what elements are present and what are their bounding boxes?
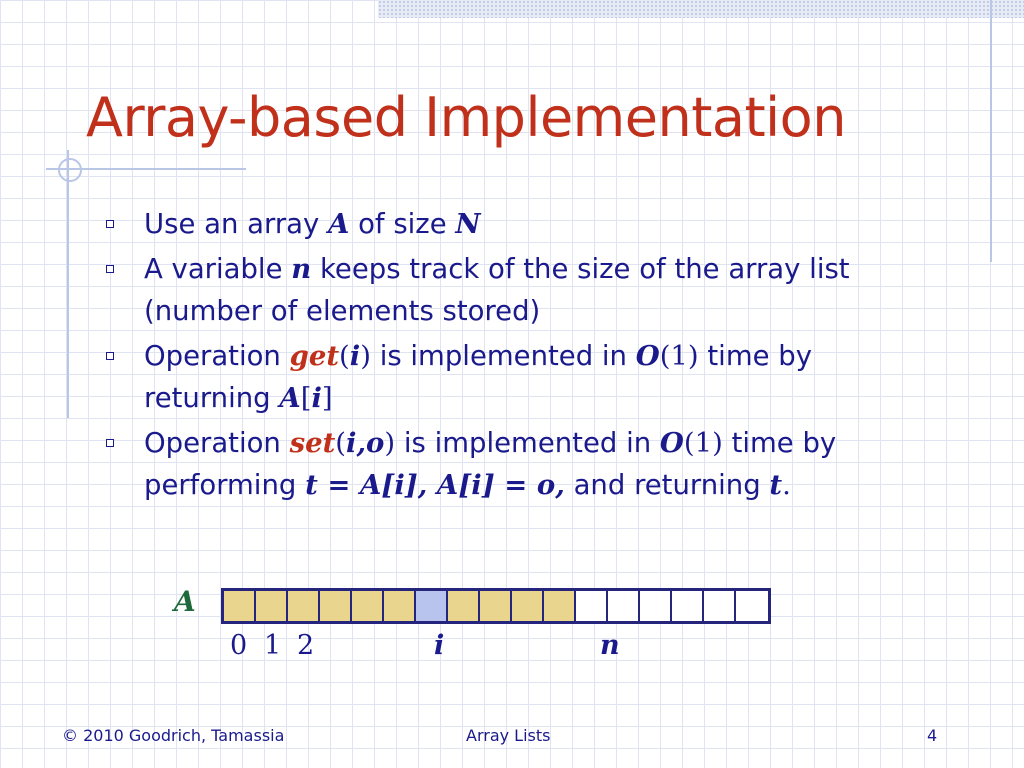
array-cell-filled xyxy=(512,591,544,621)
array-cell-filled xyxy=(288,591,320,621)
bullet-text: is implemented in xyxy=(395,427,660,459)
bullet-text: of size xyxy=(349,208,456,240)
math-var-A: A xyxy=(328,208,350,240)
bullet-list xyxy=(106,203,906,509)
math-expression: t = A[i], A[i] = o, xyxy=(305,469,565,501)
array-cell-filled xyxy=(384,591,416,621)
method-name-get: get xyxy=(289,340,340,372)
array-cell-empty xyxy=(608,591,640,621)
decorative-corner-bar xyxy=(378,0,1024,18)
bullet-text: time by returning xyxy=(144,340,812,414)
array-cell-filled xyxy=(480,591,512,621)
period: . xyxy=(782,469,791,501)
math-var-n: n xyxy=(291,253,312,285)
big-o: O xyxy=(659,427,684,459)
math-var-t: t xyxy=(769,469,783,501)
method-name-set: set xyxy=(289,427,336,459)
array-cell-filled xyxy=(544,591,576,621)
bullet-text: keeps track of the size of the array list (number of elements stored) xyxy=(144,253,850,327)
array-cell-empty xyxy=(736,591,768,621)
array-diagram xyxy=(221,588,771,624)
math-var-i: i xyxy=(311,382,322,414)
bullet-item-variable xyxy=(106,248,906,332)
index-label-i: i xyxy=(434,630,445,661)
bullet-text: Operation xyxy=(144,340,290,372)
bullet-item-set xyxy=(106,422,906,506)
bullet-text: is implemented in xyxy=(370,340,636,372)
decorative-vertical-line-left xyxy=(67,150,69,418)
bullet-text: Use an array xyxy=(144,208,328,240)
array-cell-filled xyxy=(256,591,288,621)
array-cell-empty xyxy=(704,591,736,621)
decorative-circle xyxy=(58,158,82,182)
square-bullet-icon xyxy=(106,265,114,273)
footer-copyright: © 2010 Goodrich, Tamassia xyxy=(62,726,285,745)
big-o-arg: (1) xyxy=(683,427,723,459)
array-cell-filled xyxy=(352,591,384,621)
index-label-1: 1 xyxy=(264,630,282,661)
math-var-i: i xyxy=(349,340,361,372)
math-args: i,o xyxy=(346,427,385,459)
decorative-vertical-line-right xyxy=(990,0,992,262)
paren-close: ) xyxy=(384,427,396,459)
array-cell-selected xyxy=(416,591,448,621)
paren-open: ( xyxy=(339,340,350,372)
footer-topic: Array Lists xyxy=(466,726,551,745)
math-var-A: A xyxy=(279,382,301,414)
array-cell-filled xyxy=(224,591,256,621)
array-cell-filled xyxy=(448,591,480,621)
index-label-n: n xyxy=(600,630,620,661)
bracket-close: ] xyxy=(321,382,333,414)
array-cell-empty xyxy=(640,591,672,621)
array-cell-filled xyxy=(320,591,352,621)
paren-close: ) xyxy=(360,340,371,372)
math-var-N: N xyxy=(455,208,481,240)
index-label-0: 0 xyxy=(230,630,248,661)
bullet-text: time by performing xyxy=(144,427,837,501)
index-label-2: 2 xyxy=(297,630,315,661)
array-cell-empty xyxy=(576,591,608,621)
bracket-open: [ xyxy=(300,382,312,414)
paren-open: ( xyxy=(335,427,347,459)
big-o: O xyxy=(635,340,660,372)
array-label: A xyxy=(174,585,196,618)
bullet-item-get xyxy=(106,335,906,419)
footer-page-number: 4 xyxy=(927,726,938,745)
bullet-text: and returning xyxy=(564,469,770,501)
bullet-text: A variable xyxy=(144,253,292,285)
square-bullet-icon xyxy=(106,352,114,360)
square-bullet-icon xyxy=(106,220,114,228)
square-bullet-icon xyxy=(106,439,114,447)
big-o-arg: (1) xyxy=(659,340,699,372)
bullet-item-array xyxy=(106,203,906,245)
slide-title: Array-based Implementation xyxy=(86,86,846,149)
array-cell-empty xyxy=(672,591,704,621)
bullet-text: Operation xyxy=(144,427,290,459)
